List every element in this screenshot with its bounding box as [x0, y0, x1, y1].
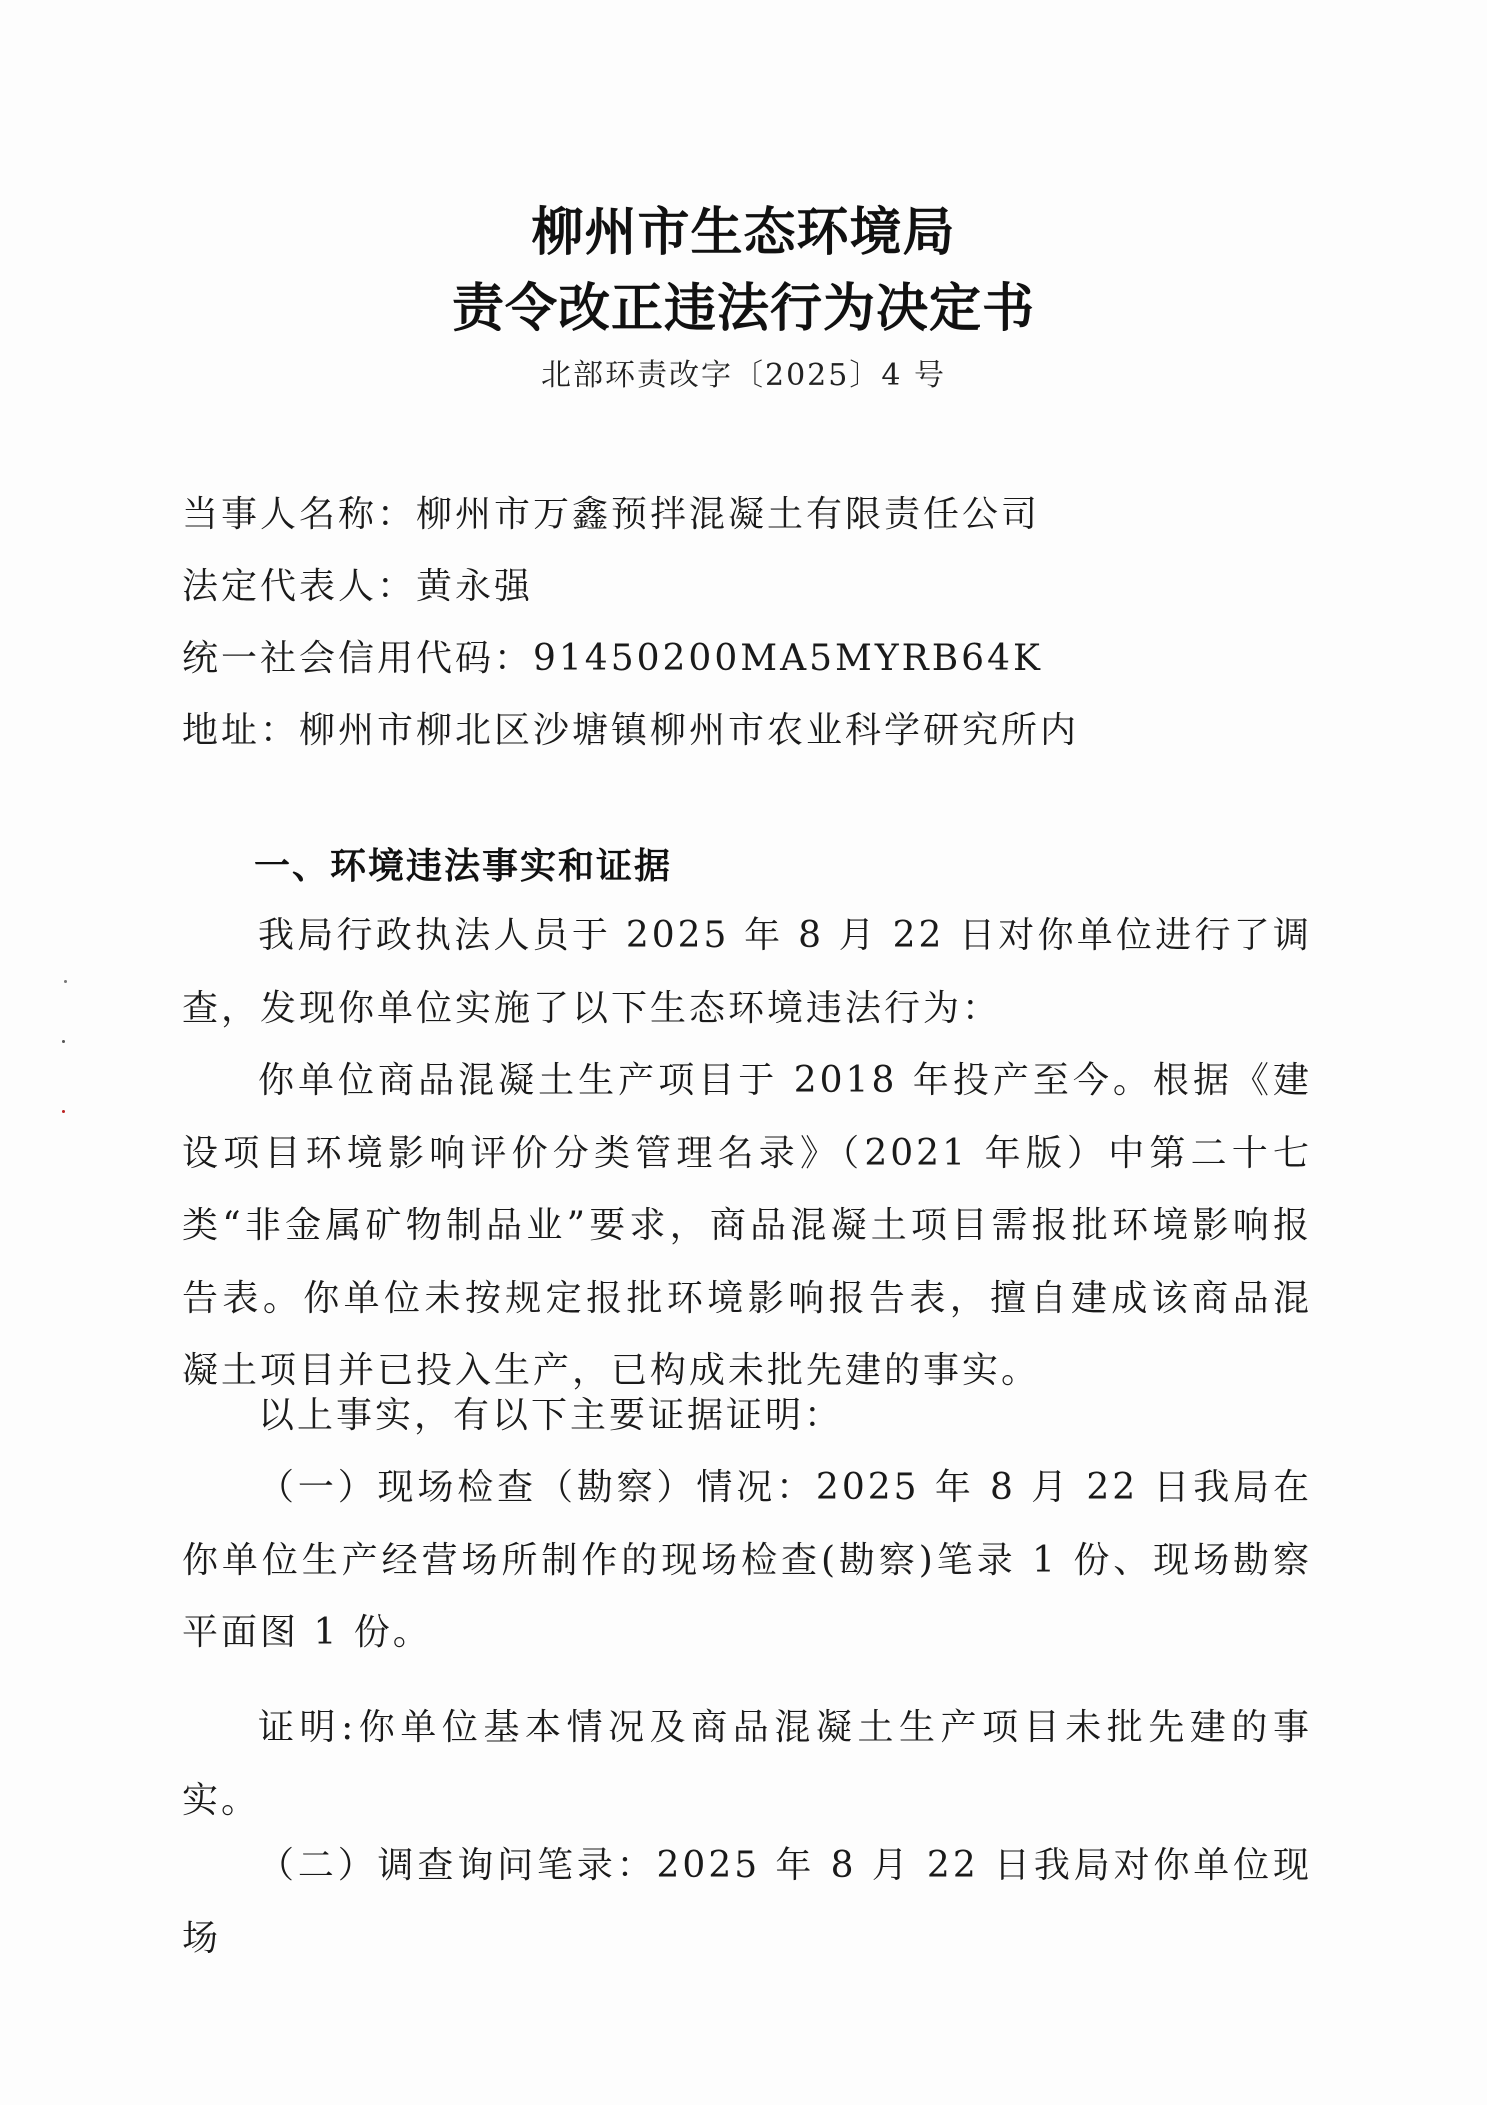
section-heading-facts: 一、环境违法事实和证据	[254, 846, 673, 887]
paragraph-investigation	[182, 900, 1312, 1045]
paragraph-violation	[182, 1045, 1312, 1408]
scan-speck	[62, 1110, 65, 1113]
document-title-agency: 柳州市生态环境局	[531, 203, 956, 263]
party-name: 当事人名称：柳州市万鑫预拌混凝土有限责任公司	[182, 494, 1041, 535]
paragraph-text: 证明:你单位基本情况及商品混凝土生产项目未批先建的事实。	[182, 1707, 1312, 1821]
party-address: 地址：柳州市柳北区沙塘镇柳州市农业科学研究所内	[182, 710, 1080, 751]
paragraph-text: （一）现场检查（勘察）情况：2025 年 8 月 22 日我局在你单位生产经营场所制作的现场检查(勘察)笔录 1 份、现场勘察平面图 1 份。	[182, 1467, 1312, 1653]
credit-code: 统一社会信用代码：91450200MA5MYRB64K	[182, 638, 1043, 679]
document-number: 北部环责改字〔2025〕4 号	[541, 358, 946, 393]
document-title-type: 责令改正违法行为决定书	[451, 279, 1035, 339]
paragraph-text: 我局行政执法人员于 2025 年 8 月 22 日对你单位进行了调查，发现你单位实施了以下生态环境违法行为：	[182, 915, 1312, 1029]
paragraph-text: 你单位商品混凝土生产项目于 2018 年投产至今。根据《建设项目环境影响评价分类管理名录》（2021 年版）中第二十七类“非金属矿物制品业”要求，商品混凝土项目需报批环境影响报告表。你单位未按规定报批环境影响报告表，擅自建成该商品混凝土项目并已投入生产，已构成未批先建的事实。	[182, 1060, 1312, 1391]
paragraph-proof	[182, 1692, 1312, 1837]
paragraph-evidence-inspection	[182, 1452, 1312, 1670]
legal-representative: 法定代表人：黄永强	[182, 566, 534, 607]
paragraph-text: （二）调查询问笔录：2025 年 8 月 22 日我局对你单位现场	[182, 1845, 1312, 1959]
scan-speck	[64, 980, 67, 983]
scan-speck	[62, 1040, 65, 1043]
paragraph-evidence-interview	[182, 1830, 1312, 1975]
paragraph-text: 以上事实，有以下主要证据证明：	[258, 1395, 844, 1436]
paragraph-evidence-intro	[182, 1380, 1312, 1453]
